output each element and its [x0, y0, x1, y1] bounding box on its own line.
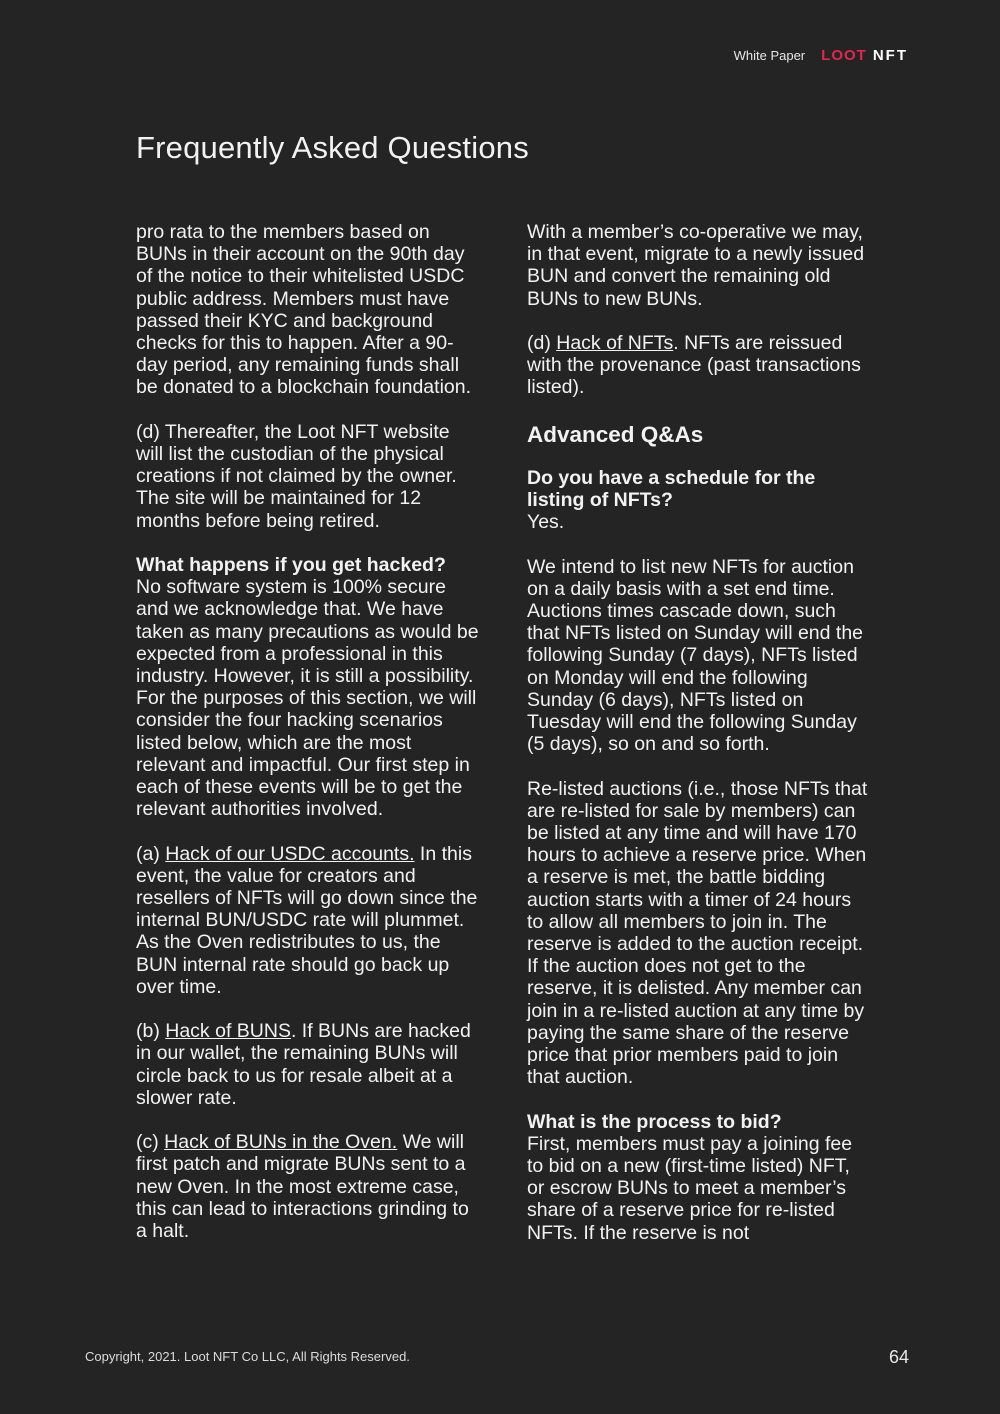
- loot-nft-logo: [821, 47, 908, 64]
- scenario-body: . If BUNs are hacked in our wallet, the remaining BUNs will circle back to us for resale albeit at a slower rate.: [136, 1020, 471, 1109]
- scenario-title: Hack of NFTs: [556, 332, 674, 354]
- copyright: Copyright, 2021. Loot NFT Co LLC, All Rights Reserved.: [85, 1349, 410, 1364]
- scenario-prefix: (c): [136, 1131, 165, 1154]
- scenario-prefix: (d): [527, 332, 557, 354]
- scenario-title: Hack of BUNs in the Oven.: [164, 1131, 398, 1154]
- scenario-body: We will first patch and migrate BUNs sent to a new Oven. In the most extreme case, this can lead to interactions grinding to a halt.: [136, 1131, 469, 1243]
- scenario-title: Hack of BUNS: [165, 1020, 291, 1043]
- page-number: 64: [888, 1347, 909, 1367]
- answer: First, members must pay a joining fee to bid on a new (first-time listed) NFT, or escrow BUNs to meet a member’s share of a reserve price for re-listed NFTs. If the reserve is not: [527, 1132, 853, 1244]
- page-header: [734, 47, 908, 64]
- scenario-c: [136, 1131, 481, 1242]
- question: What is the process to bid?: [527, 1110, 782, 1133]
- scenario-a: [136, 843, 481, 998]
- paragraph: (d) Thereafter, the Loot NFT website will list the custodian of the physical creations if not claimed by the owner. The site will be maintained for 12 months before being retired.: [136, 420, 457, 532]
- scenario-title: Hack of our USDC accounts.: [165, 842, 415, 865]
- scenario-b: [136, 1020, 481, 1109]
- faq-schedule: [527, 467, 872, 534]
- scenario-body: In this event, the value for creators and resellers of NFTs will go down since the internal BUN/USDC rate will plummet. As the Oven redistributes to us, the BUN internal rate should go back up over time.: [136, 842, 478, 998]
- faq-hacked: [136, 554, 481, 820]
- logo-loot: LOOT: [821, 47, 867, 64]
- right-column: [527, 221, 872, 1266]
- answer: No software system is 100% secure and we acknowledge that. We have taken as many precautions as would be expected from a professional in this industry. However, it is still a possibility. For the purposes of this section, we will consider the four hacking scenarios listed below, which are the most relevant and impactful. Our first step in each of these events will be to get the relevant authorities involved.: [136, 576, 479, 821]
- logo-nft: NFT: [872, 47, 908, 64]
- question: Do you have a schedule for the listing of NFTs?: [527, 466, 816, 511]
- paragraph: pro rata to the members based on BUNs in their account on the 90th day of the notice to their whitelisted USDC public address. Members must have passed their KYC and background checks for this to happen. After a 90-day period, any remaining funds shall be donated to a blockchain foundation.: [136, 221, 472, 399]
- question: What happens if you get hacked?: [136, 554, 446, 577]
- paragraph: Re-listed auctions (i.e., those NFTs that are re-listed for sale by members) can be listed at any time and will have 170 hours to achieve a reserve price. When a reserve is met, the battle bidding auction starts with a timer of 24 hours to allow all members to join in. The reserve is added to the auction receipt. If the auction does not get to the reserve, it is delisted. Any member can join in a re-listed auction at any time by paying the same share of the reserve price that prior members paid to join that auction.: [527, 777, 868, 1089]
- answer: Yes.: [527, 511, 565, 534]
- scenario-d: [527, 332, 872, 399]
- scenario-body: . NFTs are reissued with the provenance (past transactions listed).: [527, 332, 861, 399]
- faq-bid: [527, 1111, 872, 1244]
- scenario-prefix: (a): [136, 842, 166, 865]
- scenario-prefix: (b): [136, 1020, 166, 1043]
- page-title: Frequently Asked Questions: [136, 130, 529, 165]
- paragraph: With a member’s co-operative we may, in that event, migrate to a newly issued BUN and convert the remaining old BUNs to new BUNs.: [527, 221, 865, 310]
- left-column: [136, 221, 481, 1264]
- section-heading: Advanced Q&As: [527, 421, 704, 447]
- header-label: White Paper: [733, 48, 806, 63]
- paragraph: We intend to list new NFTs for auction on a daily basis with a set end time. Auctions times cascade down, such that NFTs listed on Sunday will end the following Sunday (7 days), NFTs listed on Monday will end the following Sunday (6 days), NFTs listed on Tuesday will end the following Sunday (5 days), so on and so forth.: [527, 555, 864, 756]
